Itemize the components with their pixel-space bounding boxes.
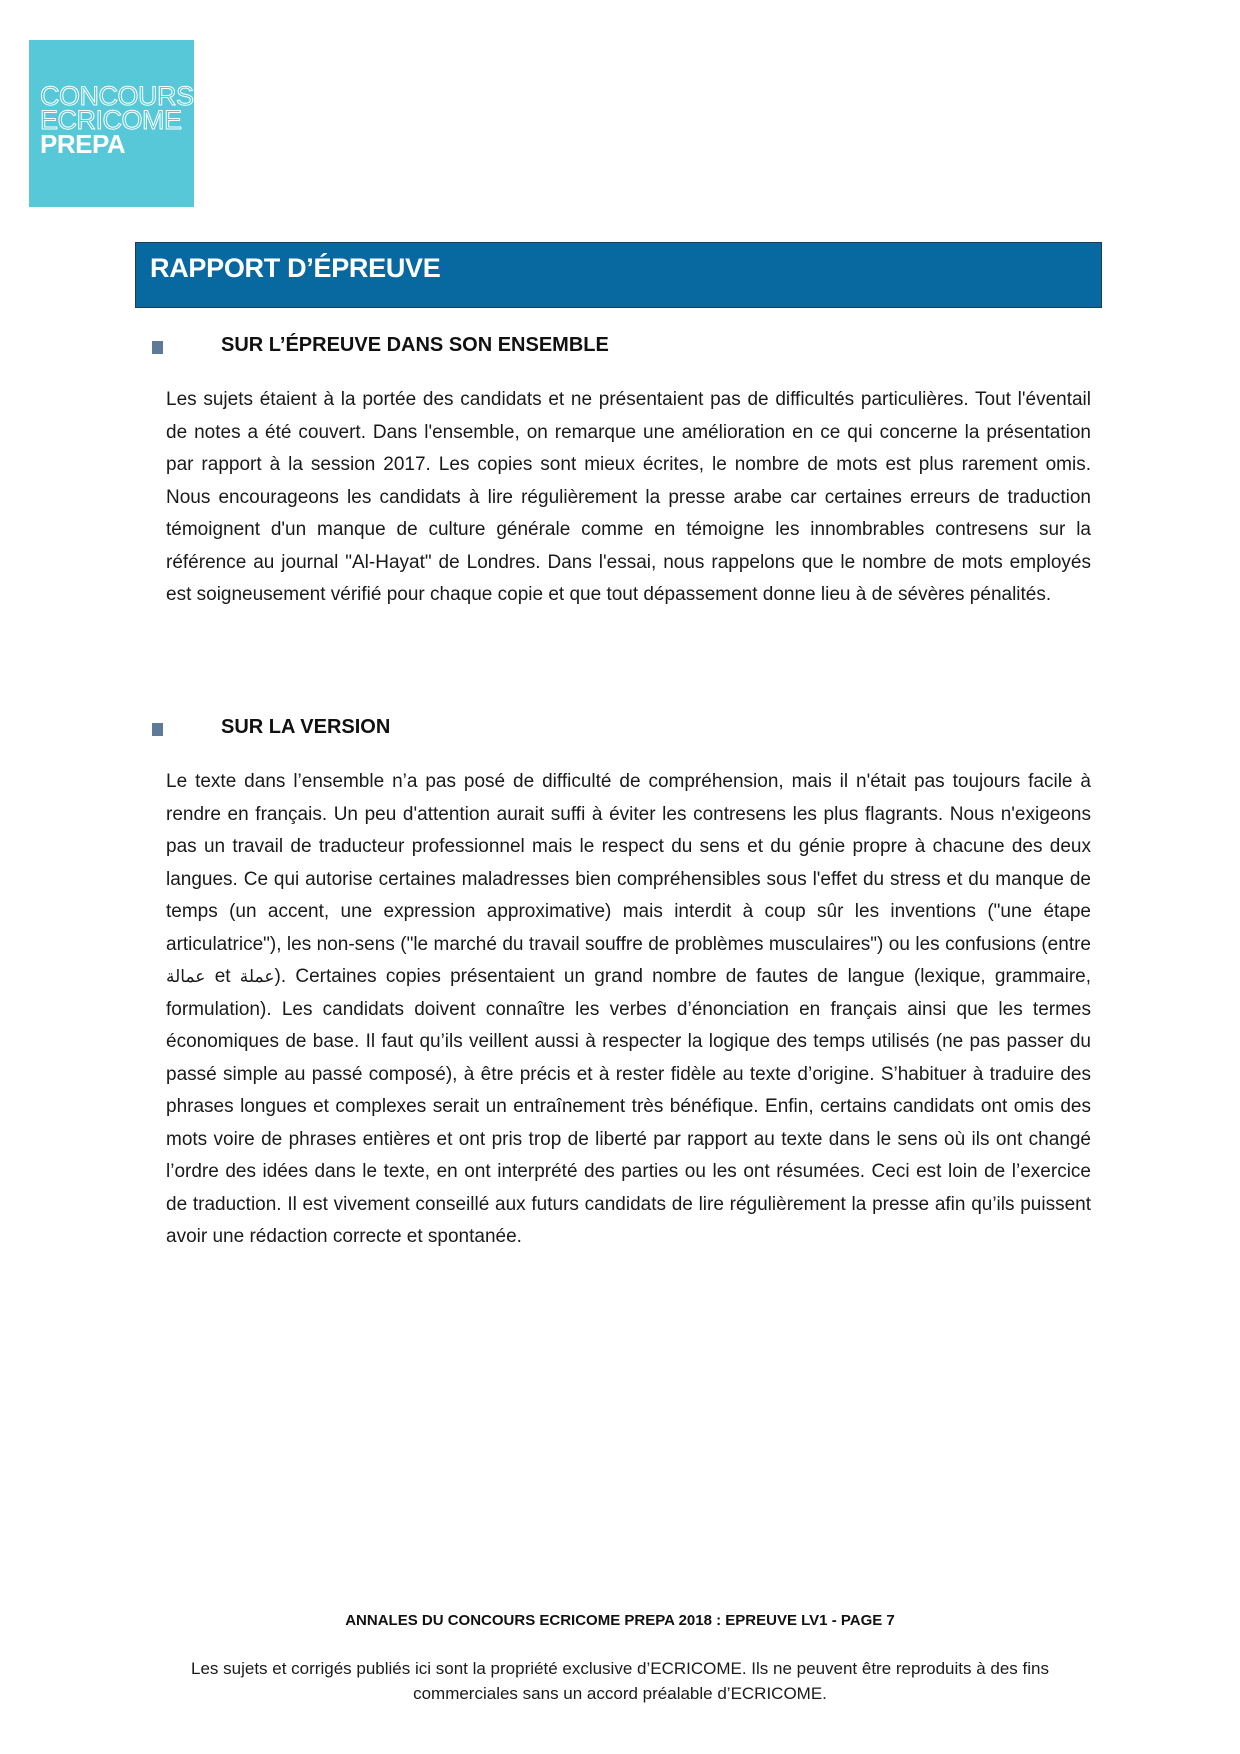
section-title-version: SUR LA VERSION	[221, 716, 391, 738]
section-bullet-icon	[152, 723, 163, 736]
logo-text-ecricome: ECRICOME	[40, 105, 182, 135]
footer-copyright-notice: Les sujets et corrigés publiés ici sont la propriété exclusive d’ECRICOME. Ils ne peuvent être reproduits à des fins commerciales sans un accord préalable d’ECRICOME.	[191, 1659, 1049, 1703]
section-bullet-icon	[152, 341, 163, 354]
logo-text-concours: CONCOURS	[40, 81, 194, 111]
footer-title: ANNALES DU CONCOURS ECRICOME PREPA 2018 : EPREUVE LV1 - PAGE 7	[345, 1612, 895, 1629]
version-connector: et	[205, 966, 240, 987]
section-body-ensemble: Les sujets étaient à la portée des candidats et ne présentaient pas de difficultés particulières. Tout l'éventail de notes a été couvert. Dans l'ensemble, on remarque une amélioration en ce qui concerne la présentation par rapport à la session 2017. Les copies sont mieux écrites, le nombre de mots est plus rarement omis. Nous encourageons les candidats à lire régulièrement la presse arabe car certaines erreurs de traduction témoignent d'un manque de culture générale comme en témoigne les innombrables contresens sur la référence au journal "Al-Hayat" de Londres. Dans l'essai, nous rappelons que le nombre de mots employés est soigneusement vérifié pour chaque copie et que tout dépassement donne lieu à de sévères pénalités.	[166, 389, 1091, 605]
version-text-part1: Le texte dans l’ensemble n’a pas posé de difficulté de compréhension, mais il n'était pas toujours facile à rendre en français. Un peu d'attention aurait suffi à éviter les contresens les plus flagrants. Nous n'exigeons pas un travail de traducteur professionnel mais le respect du sens et du génie propre à chacune des deux langues. Ce qui autorise certaines maladresses bien compréhensibles sous l'effet du stress et du manque de temps (un accent, une expression approximative) mais interdit à coup sûr les inventions ("une étape articulatrice"), les non-sens ("le marché du travail souffre de problèmes musculaires") ou les confusions (entre	[166, 771, 1091, 955]
section-body-version	[166, 766, 1091, 1254]
arabic-word-omla: عملة	[239, 967, 275, 987]
report-banner	[135, 242, 1102, 308]
section-title-ensemble: SUR L’ÉPREUVE DANS SON ENSEMBLE	[221, 334, 609, 356]
logo-text-prepa: PREPA	[40, 129, 126, 159]
ecricome-logo	[29, 40, 194, 207]
banner-title: RAPPORT D’ÉPREUVE	[150, 253, 441, 283]
arabic-word-amala: عمالة	[166, 967, 206, 987]
version-text-part2: ). Certaines copies présentaient un grand nombre de fautes de langue (lexique, grammaire, formulation). Les candidats doivent connaître les verbes d’énonciation en français ainsi que les termes économiques de base. Il faut qu’ils veillent aussi à respecter la logique des temps utilisés (ne pas passer du passé simple au passé composé), à être précis et à rester fidèle au texte d’origine. S’habituer à traduire des phrases longues et complexes serait un entraînement très bénéfique. Enfin, certains candidats ont omis des mots voire de phrases entières et ont pris trop de liberté par rapport au texte dans le sens où ils ont changé l’ordre des idées dans le texte, en ont interprété des parties ou les ont résumées. Ceci est loin de l’exercice de traduction. Il est vivement conseillé aux futurs candidats de lire régulièrement la presse afin qu’ils puissent avoir une rédaction correcte et spontanée.	[166, 966, 1092, 1247]
